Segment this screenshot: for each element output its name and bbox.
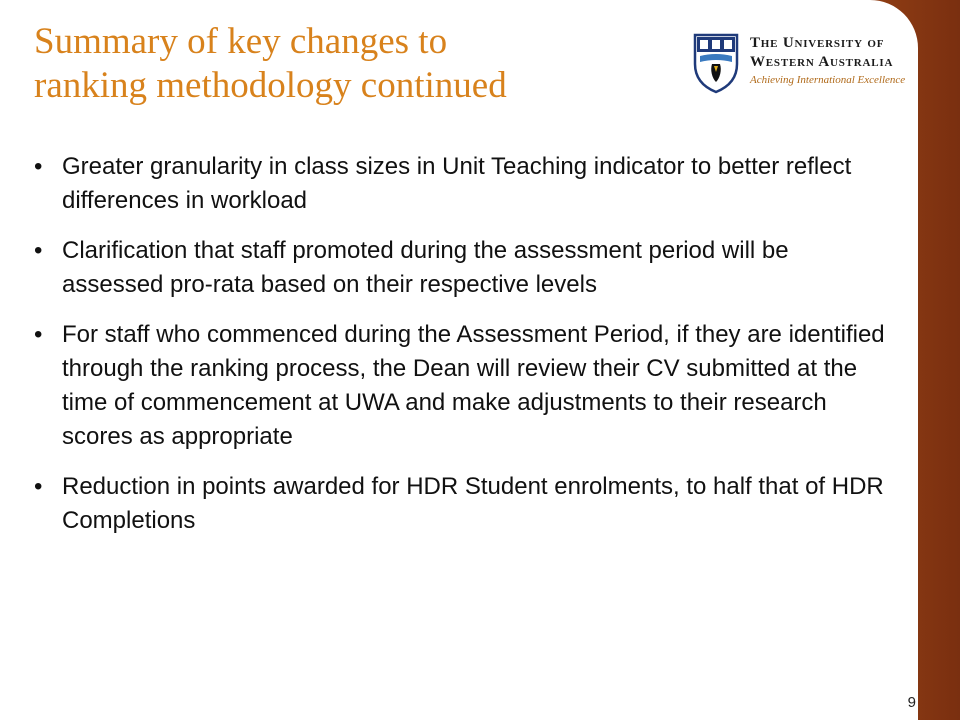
bullet-item: • For staff who commenced during the Assessment Period, if they are identified through the ranking process, the Dean will review their CV submitted at the time of commencement at UWA and make adjustments to their research scores as appropriate (34, 318, 894, 454)
university-logo (692, 32, 907, 96)
crest-icon (692, 32, 740, 94)
title-line-2: ranking methodology continued (34, 65, 507, 106)
slide-title (34, 20, 674, 108)
bullet-item: • Reduction in points awarded for HDR Student enrolments, to half that of HDR Completions (34, 470, 894, 538)
bullet-list (34, 150, 894, 554)
bullet-item: • Clarification that staff promoted during the assessment period will be assessed pro-rata based on their respective levels (34, 234, 894, 302)
logo-line-1: The University of (750, 35, 885, 51)
page-number: 9 (907, 694, 916, 711)
title-line-1: Summary of key changes to (34, 21, 448, 62)
logo-text (750, 34, 905, 88)
logo-tagline: Achieving International Excellence (750, 74, 906, 86)
bullet-item: • Greater granularity in class sizes in Unit Teaching indicator to better reflect differences in workload (34, 150, 894, 218)
logo-line-2: Western Australia (750, 54, 894, 70)
